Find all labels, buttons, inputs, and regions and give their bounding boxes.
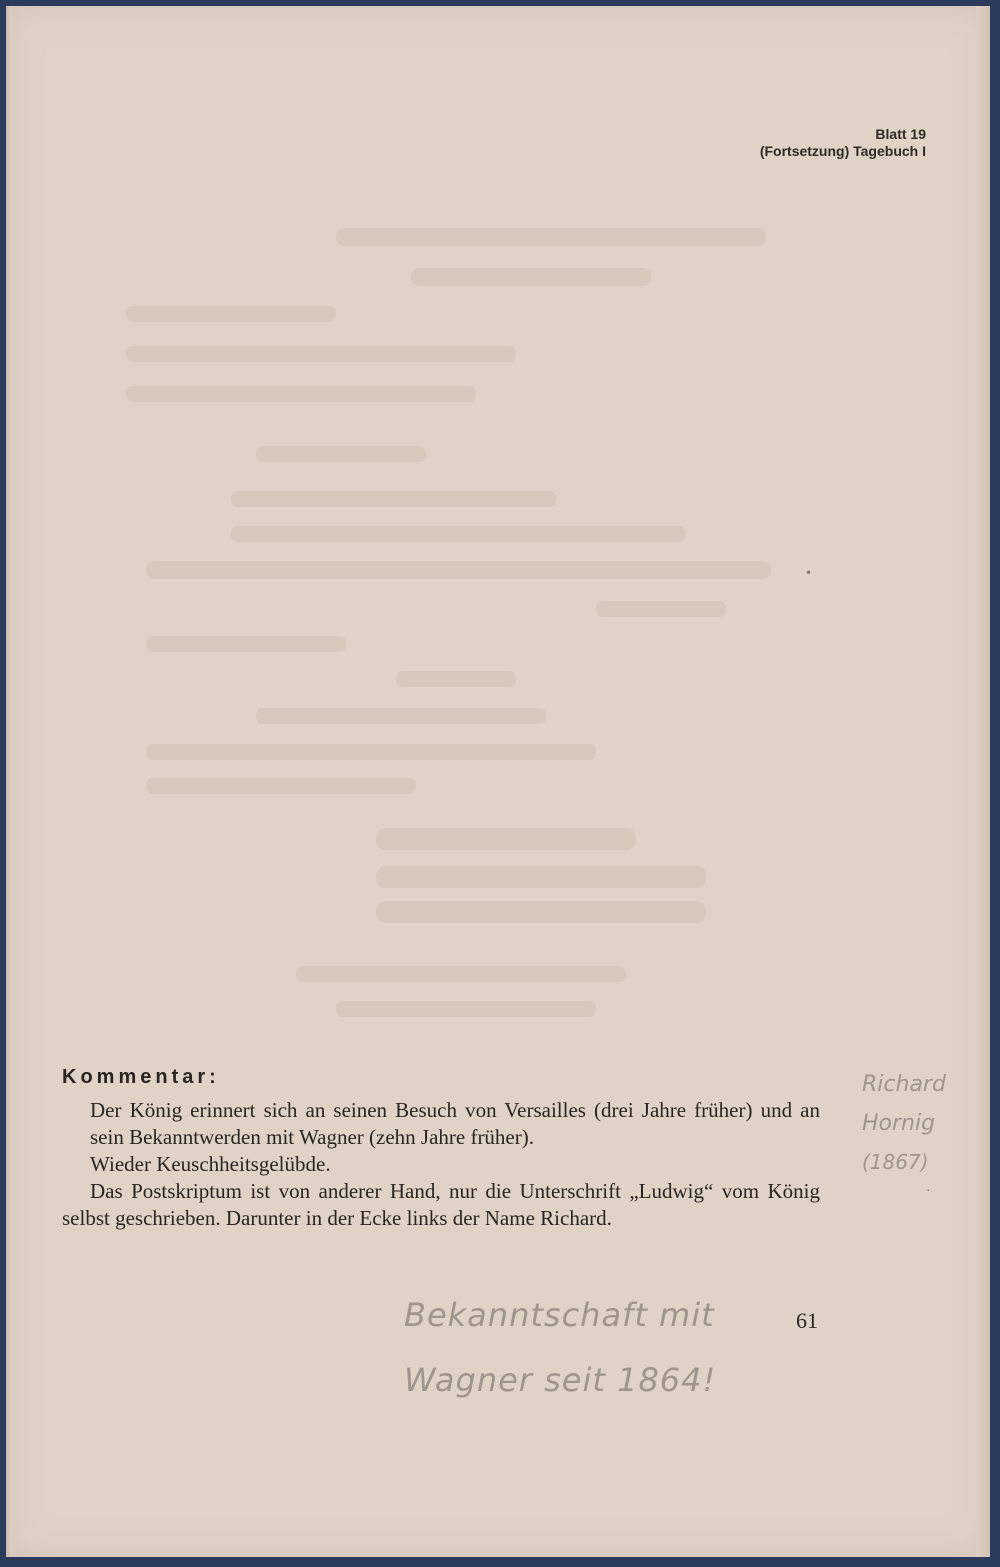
commentary-paragraph: Wieder Keuschheitsgelübde. xyxy=(90,1152,331,1176)
page-header xyxy=(760,126,926,160)
sheet-subtitle: (Fortsetzung) Tagebuch I xyxy=(759,143,926,159)
stray-mark: • xyxy=(806,566,811,581)
handwritten-note-bottom-line1: Bekanntschaft mit xyxy=(404,1296,715,1334)
handwritten-note-name: Richard xyxy=(862,1072,946,1097)
stray-mark: · xyxy=(926,1184,931,1199)
page-number: 61 xyxy=(796,1308,818,1333)
commentary-heading: Kommentar: xyxy=(62,1066,220,1088)
handwritten-note-bottom-line2: Wagner seit 1864! xyxy=(404,1361,717,1399)
handwritten-note-year: (1867) xyxy=(862,1150,929,1174)
sheet-number: Blatt 19 xyxy=(875,126,926,142)
handwritten-note-surname: Hornig xyxy=(862,1111,936,1136)
book-page xyxy=(6,6,990,1557)
commentary-paragraph: Das Postskriptum ist von anderer Hand, nur die Unterschrift „Ludwig“ vom König selbst geschrieben. Darunter in der Ecke links der Name Richard. xyxy=(62,1179,820,1230)
commentary-section xyxy=(62,1064,820,1232)
commentary-paragraph: Der König erinnert sich an seinen Besuch von Versailles (drei Jahre früher) und an sein Bekanntwerden mit Wagner (zehn Jahre früher). xyxy=(90,1098,820,1149)
